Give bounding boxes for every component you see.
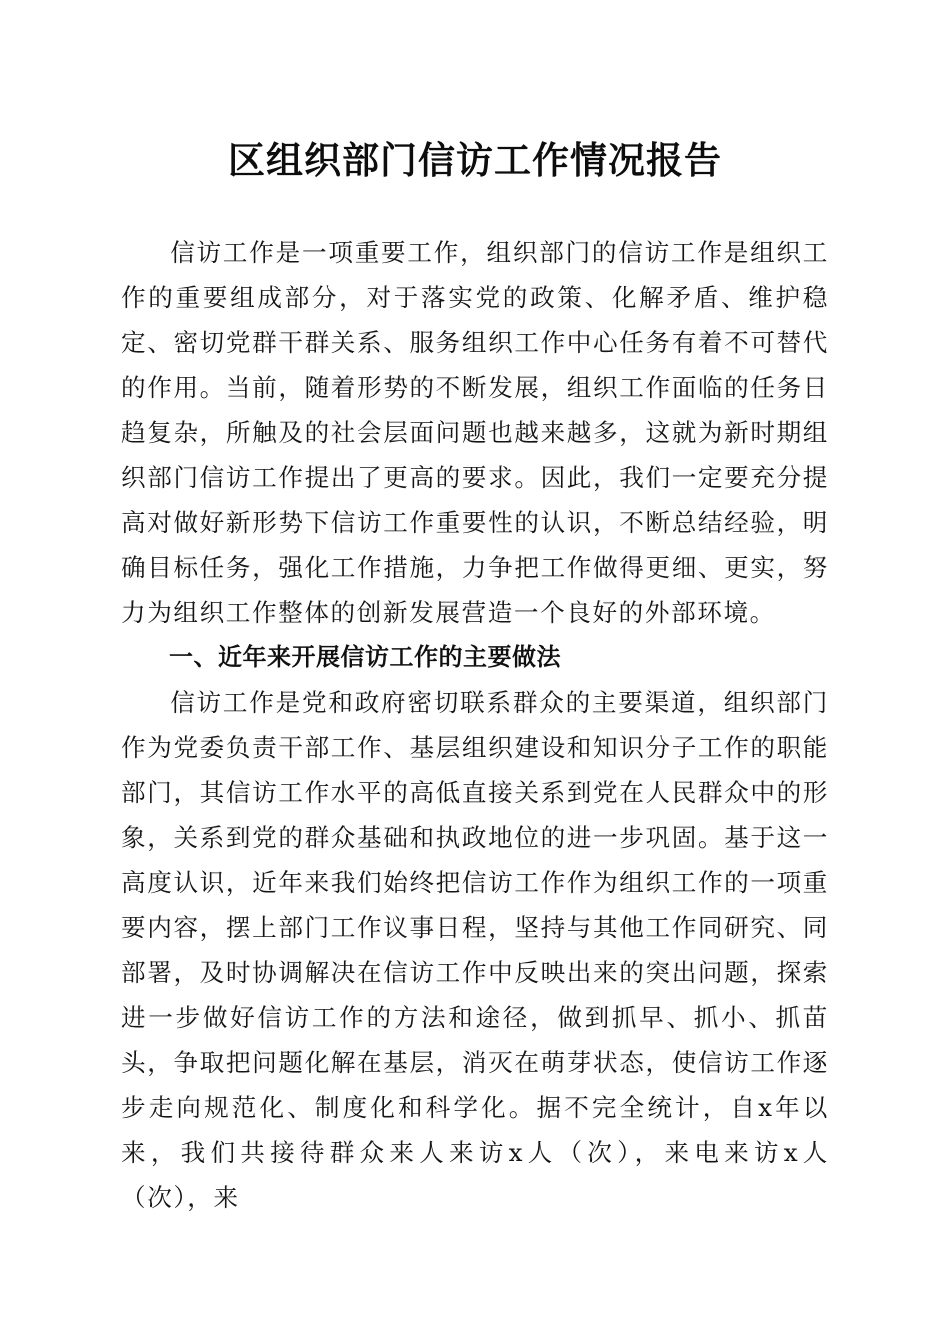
section-heading: 一、近年来开展信访工作的主要做法 xyxy=(169,643,561,671)
section-paragraph: 信访工作是党和政府密切联系群众的主要渠道，组织部门作为党委负责干部工作、基层组织建设和知识分子工作的职能部门，其信访工作水平的高低直接关系到党在人民群众中的形象，关系到党的群众基础和执政地位的进一步巩固。基于这一高度认识，近年来我们始终把信访工作作为组织工作的一项重要内容，摆上部门工作议事日程，坚持与其他工作同研究、同部署，及时协调解决在信访工作中反映出来的突出问题，探索进一步做好信访工作的方法和途径，做到抓早、抓小、抓苗头，争取把问题化解在基层，消灭在萌芽状态，使信访工作逐步走向规范化、制度化和科学化。据不完全统计，自x年以来，我们共接待群众来人来访x人（次），来电来访x人（次），来 xyxy=(121,688,829,1212)
intro-paragraph: 信访工作是一项重要工作，组织部门的信访工作是组织工作的重要组成部分，对于落实党的政策、化解矛盾、维护稳定、密切党群干群关系、服务组织工作中心任务有着不可替代的作用。当前，随着形势的不断发展，组织工作面临的任务日趋复杂，所触及的社会层面问题也越来越多，这就为新时期组织部门信访工作提出了更高的要求。因此，我们一定要充分提高对做好新形势下信访工作重要性的认识，不断总结经验，明确目标任务，强化工作措施，力争把工作做得更细、更实，努力为组织工作整体的创新发展营造一个良好的外部环境。 xyxy=(121,238,829,627)
document-body xyxy=(121,230,829,1220)
document-title: 区组织部门信访工作情况报告 xyxy=(228,138,722,182)
